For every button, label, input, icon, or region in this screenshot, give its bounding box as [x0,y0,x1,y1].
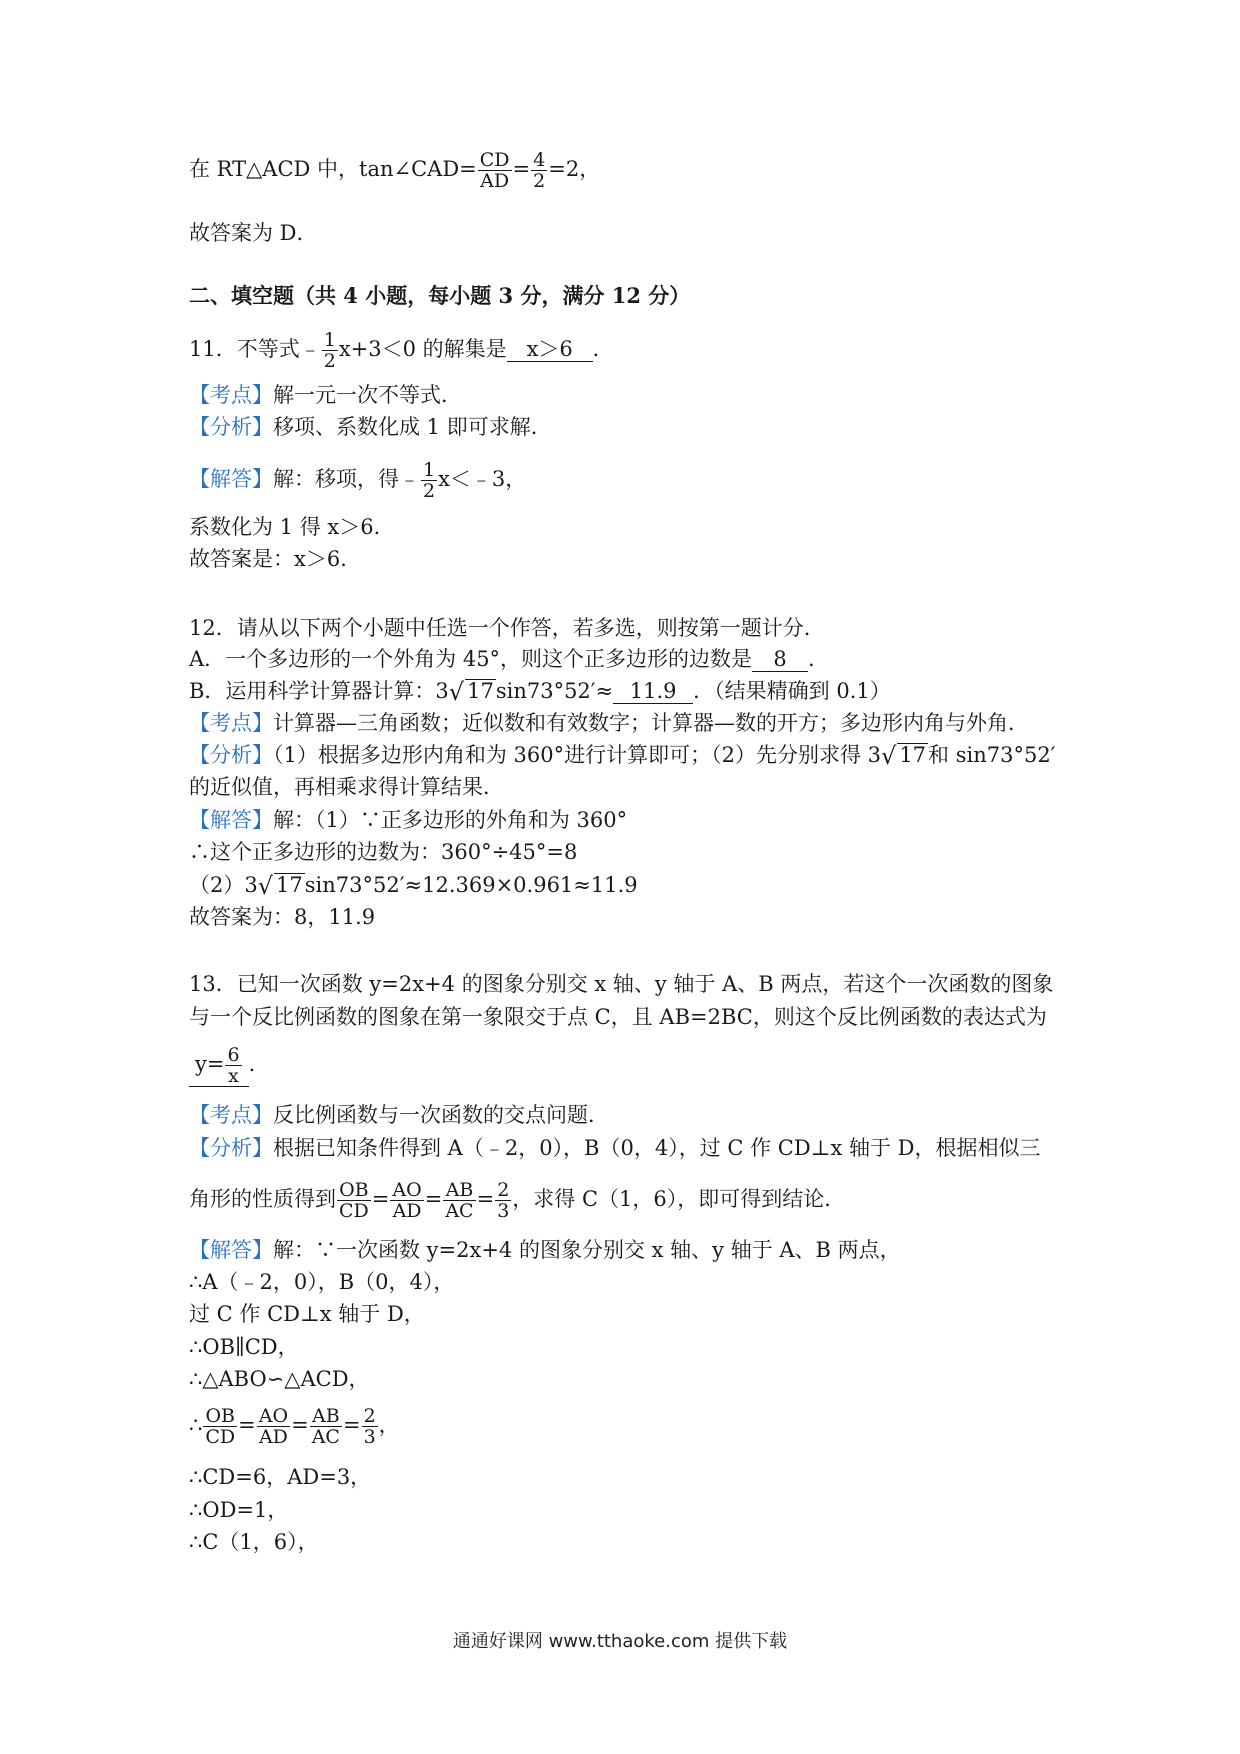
q11-stem: 11．不等式﹣ $\frac{1}{2}$ x+3＜0 的解集是 x＞6 ． [189,329,614,372]
q13-fenxi-cont: 角形的性质得到 $\frac{OB}{CD}$ = $\frac{AO}{AD}$ = $\frac{AB}{AC}$ = $\frac{2}{3}$ ，求得 C（1，6），即可得到结论． [189,1179,846,1222]
radical-sign: √ [881,742,897,770]
fenxi-tag: 【分析】 [189,743,273,767]
radical-sign: √ [448,678,465,706]
q12-stem: 12．请从以下两个小题中任选一个作答，若多选，则按第一题计分． [189,616,825,640]
jieda-tag: 【解答】 [189,467,273,491]
fenxi-tag: 【分析】 [189,415,273,439]
q11-step: 系数化为 1 得 x＞6． [189,515,395,539]
kaodian-tag: 【考点】 [189,1103,273,1127]
q12-option-a: A．一个多边形的一个外角为 45°，则这个正多边形的边数是 8 ． [189,647,830,671]
q13-answer: y= $\frac{6}{x}$ ． [189,1045,270,1087]
jieda-tag: 【解答】 [189,808,273,832]
fraction: $\frac{AO}{AD}$ [258,1405,289,1448]
fraction: $\frac{2}{3}$ [363,1405,376,1448]
fraction: $\frac{AB}{AC}$ [445,1179,474,1222]
prev-answer-line: 故答案为 D． [189,221,318,245]
kaodian-tag: 【考点】 [189,383,273,407]
fraction: $\frac{CD}{AD}$ [479,149,510,192]
q13-kaodian: 【考点】反比例函数与一次函数的交点问题． [189,1103,609,1127]
jieda-tag: 【解答】 [189,1238,273,1262]
q11-conclusion: 故答案是：x＞6． [189,547,362,571]
q12-step: ∴这个正多边形的边数为：360°÷45°=8 [189,840,578,864]
q12-a-answer-blank: 8 [752,647,808,672]
section-title: 二、填空题（共 4 小题，每小题 3 分，满分 12 分） [189,283,691,308]
q13-step: 过 C 作 CD⊥x 轴于 D， [189,1302,425,1326]
fraction: $\frac{OB}{CD}$ [205,1405,236,1448]
q13-stem: 13．已知一次函数 y=2x+4 的图象分别交 x 轴、y 轴于 A、B 两点，若这个一次函数的图象 [189,972,1054,996]
text: 在 RT△ACD 中，tan∠CAD= [189,157,477,181]
q12-conclusion: 故答案为：8，11.9 [189,905,376,929]
q13-fenxi: 【分析】根据已知条件得到 A（﹣2，0），B（0，4），过 C 作 CD⊥x 轴于 D，根据相似三 [189,1136,1041,1160]
page-footer: 通通好课网 www.tthaoke.com 提供下载 [452,1631,788,1652]
fraction: $\frac{4}{2}$ [533,149,546,192]
q11-fenxi: 【分析】移项、系数化成 1 即可求解． [189,415,552,439]
q12-kaodian: 【考点】计算器—三角函数；近似数和有效数字；计算器—数的开方；多边形内角与外角． [189,711,1029,735]
q11-kaodian: 【考点】解一元一次不等式． [189,383,462,407]
kaodian-tag: 【考点】 [189,711,273,735]
fraction: $\frac{1}{2}$ [323,329,336,372]
prev-solution-line: 在 RT△ACD 中，tan∠CAD= $\frac{CD}{AD}$ = $\frac{4}{2}$ =2， [189,149,601,192]
q11-jieda: 【解答】解：移项，得﹣ $\frac{1}{2}$ x＜﹣3， [189,459,527,502]
q13-step: ∴C（1，6）， [189,1530,319,1554]
q13-stem-cont: 与一个反比例函数的图象在第一象限交于点 C，且 AB=2BC，则这个反比例函数的表达式为 [189,1005,1047,1029]
fraction: $\frac{OB}{CD}$ [339,1179,369,1222]
q13-step: ∴OD=1， [189,1498,289,1522]
q13-step: ∴CD=6，AD=3， [189,1465,372,1489]
q12-b-answer-blank: 11.9 [613,679,693,704]
q13-step: ∴A（﹣2，0），B（0，4）， [189,1270,455,1294]
radical-sign: √ [257,872,274,900]
q11-answer-blank: x＞6 [507,337,593,362]
q13-jieda: 【解答】解：∵一次函数 y=2x+4 的图象分别交 x 轴、y 轴于 A、B 两点， [189,1238,901,1262]
q12-fenxi-cont: 的近似值，再相乘求得计算结果． [189,775,504,799]
fenxi-tag: 【分析】 [189,1136,273,1160]
q13-step: ∴ $\frac{OB}{CD}$ = $\frac{AO}{AD}$ = $\frac{AB}{AC}$ = $\frac{2}{3}$ ， [189,1405,400,1448]
fraction: $\frac{AB}{AC}$ [311,1405,340,1448]
fraction: $\frac{6}{x}$ [227,1044,240,1087]
q12-option-b: B．运用科学计算器计算：3√ 17sin73°52′≈ 11.9 ．（结果精确到 0.1） [189,678,891,706]
fraction: $\frac{2}{3}$ [497,1179,510,1222]
q12-jieda: 【解答】解：（1）∵正多边形的外角和为 360° [189,808,628,832]
fraction: $\frac{AO}{AD}$ [392,1179,422,1222]
q12-fenxi: 【分析】（1）根据多边形内角和为 360°进行计算即可；（2）先分别求得 3√ 17和 sin73°52′ [189,742,1056,770]
q13-answer-blank: y= $\frac{6}{x}$ [189,1045,249,1087]
q12-step: （2）3√ 17sin73°52′≈12.369×0.961≈11.9 [189,872,638,900]
fraction: $\frac{1}{2}$ [423,459,436,502]
q13-step: ∴△ABO∽△ACD， [189,1367,370,1391]
q13-step: ∴OB∥CD， [189,1335,299,1359]
